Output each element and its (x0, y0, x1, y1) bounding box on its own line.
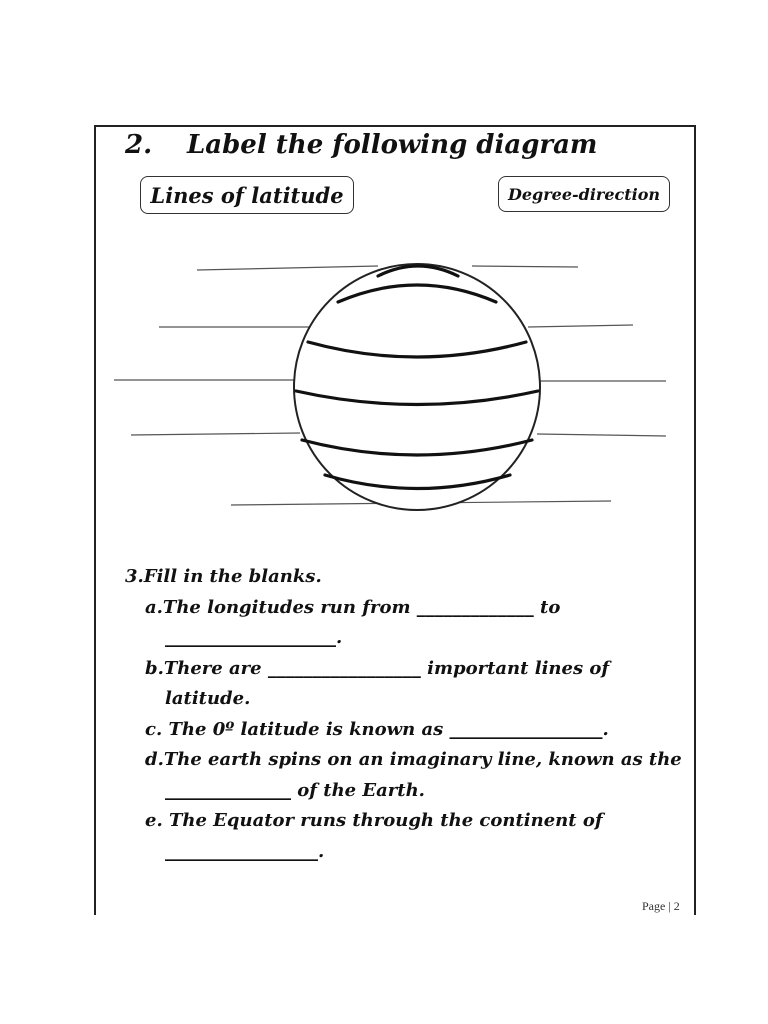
question-3-title: 3.Fill in the blanks. (125, 566, 322, 587)
degree-direction-box: Degree-direction (498, 176, 670, 212)
globe-outline (294, 264, 540, 510)
blank-b-line-2: latitude. (165, 688, 251, 709)
blank-e-line-2: _________________. (165, 840, 325, 862)
blank-c: c. The 0º latitude is known as _________________. (145, 718, 609, 740)
answer-line-left-4[interactable] (131, 433, 300, 435)
blank-e-line-1: e. The Equator runs through the continent of (145, 810, 603, 831)
answer-line-left-1[interactable] (197, 266, 378, 270)
answer-line-right-2[interactable] (528, 325, 633, 327)
blank-d-line-1: d.The earth spins on an imaginary line, known as the (145, 749, 682, 770)
blank-a-line-2: ___________________. (165, 627, 343, 648)
question-number: 2. (125, 130, 153, 160)
answer-line-right-4[interactable] (537, 434, 666, 436)
lines-of-latitude-box: Lines of latitude (140, 176, 354, 214)
question-2-text: Label the following diagram (187, 130, 598, 160)
blank-b-line-1: b.There are _________________ important lines of (145, 657, 610, 679)
blank-a-line-1: a.The longitudes run from _____________ to (145, 596, 561, 618)
question-3 (125, 562, 685, 867)
answer-line-right-1[interactable] (472, 266, 578, 267)
blank-d-line-2: ______________ of the Earth. (165, 779, 425, 801)
page-number: Page | 2 (642, 899, 680, 913)
